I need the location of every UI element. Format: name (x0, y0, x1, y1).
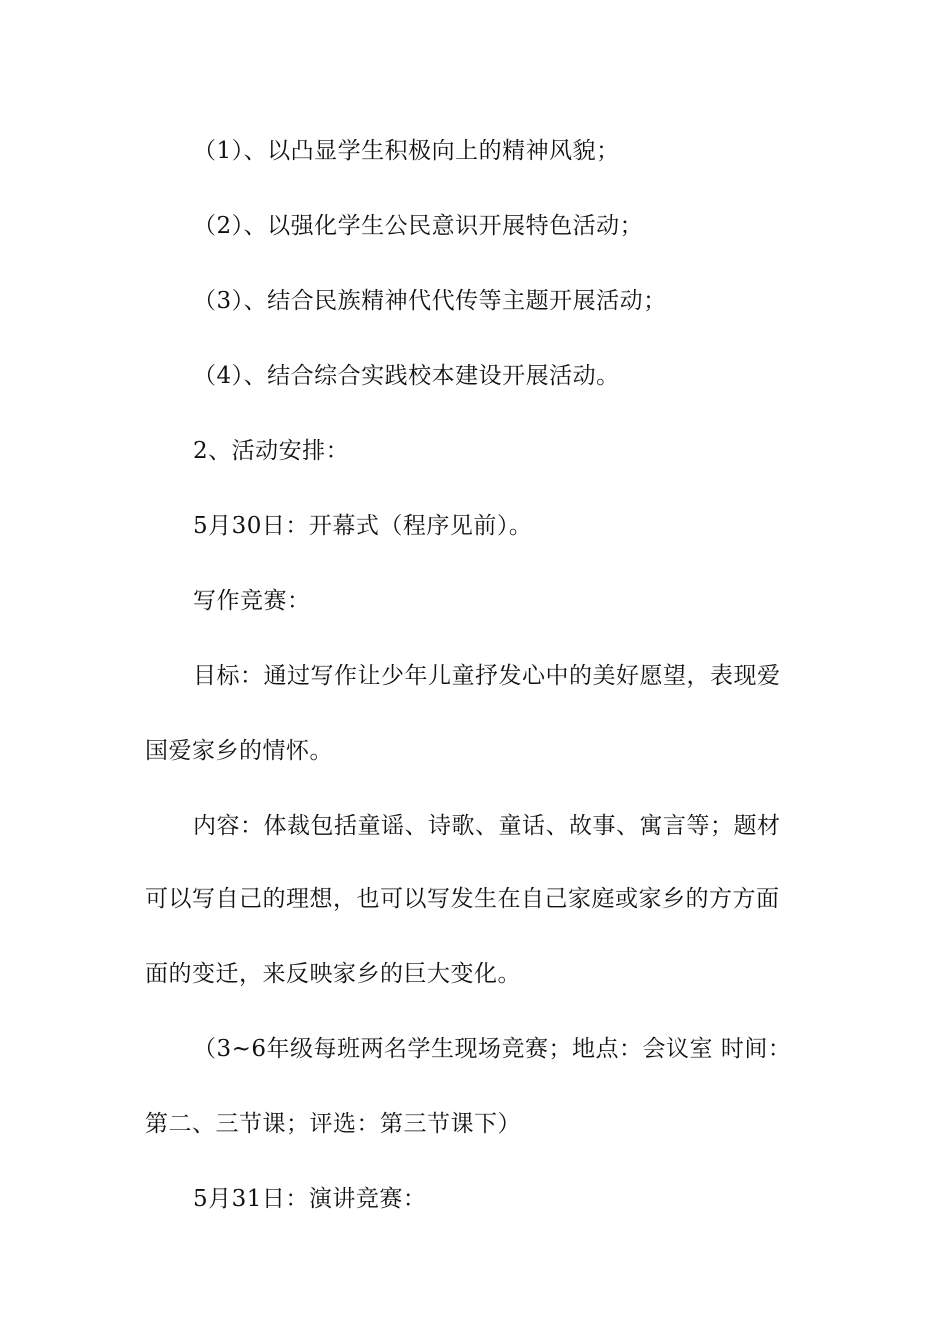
schedule-may-30: 5月30日：开幕式（程序见前）。 (193, 513, 533, 539)
goal-item-2: （2）、以强化学生公民意识开展特色活动； (193, 213, 644, 239)
subheading-writing-contest: 写作竞赛： (193, 588, 311, 614)
paragraph-note-line-2: 第二、三节课；评选：第三节课下） (145, 1111, 521, 1137)
paragraph-goal-line-2: 国爱家乡的情怀。 (145, 738, 333, 764)
paragraph-content-line-1: 内容：体裁包括童谣、诗歌、童话、故事、寓言等；题材 (193, 813, 781, 839)
schedule-may-31: 5月31日：演讲竞赛： (193, 1186, 427, 1212)
goal-item-4: （4）、结合综合实践校本建设开展活动。 (193, 363, 620, 389)
paragraph-content-line-2: 可以写自己的理想，也可以写发生在自己家庭或家乡的方方面 (145, 886, 780, 912)
paragraph-goal-line-1: 目标：通过写作让少年儿童抒发心中的美好愿望，表现爱 (193, 663, 781, 689)
paragraph-note-line-1: （3~6年级每班两名学生现场竞赛；地点：会议室 时间： (193, 1036, 792, 1062)
goal-item-3: （3）、结合民族精神代代传等主题开展活动； (193, 288, 667, 314)
paragraph-content-line-3: 面的变迁，来反映家乡的巨大变化。 (145, 961, 521, 987)
goal-item-1: （1）、以凸显学生积极向上的精神风貌； (193, 138, 620, 164)
section-heading-schedule: 2、活动安排： (193, 438, 350, 464)
